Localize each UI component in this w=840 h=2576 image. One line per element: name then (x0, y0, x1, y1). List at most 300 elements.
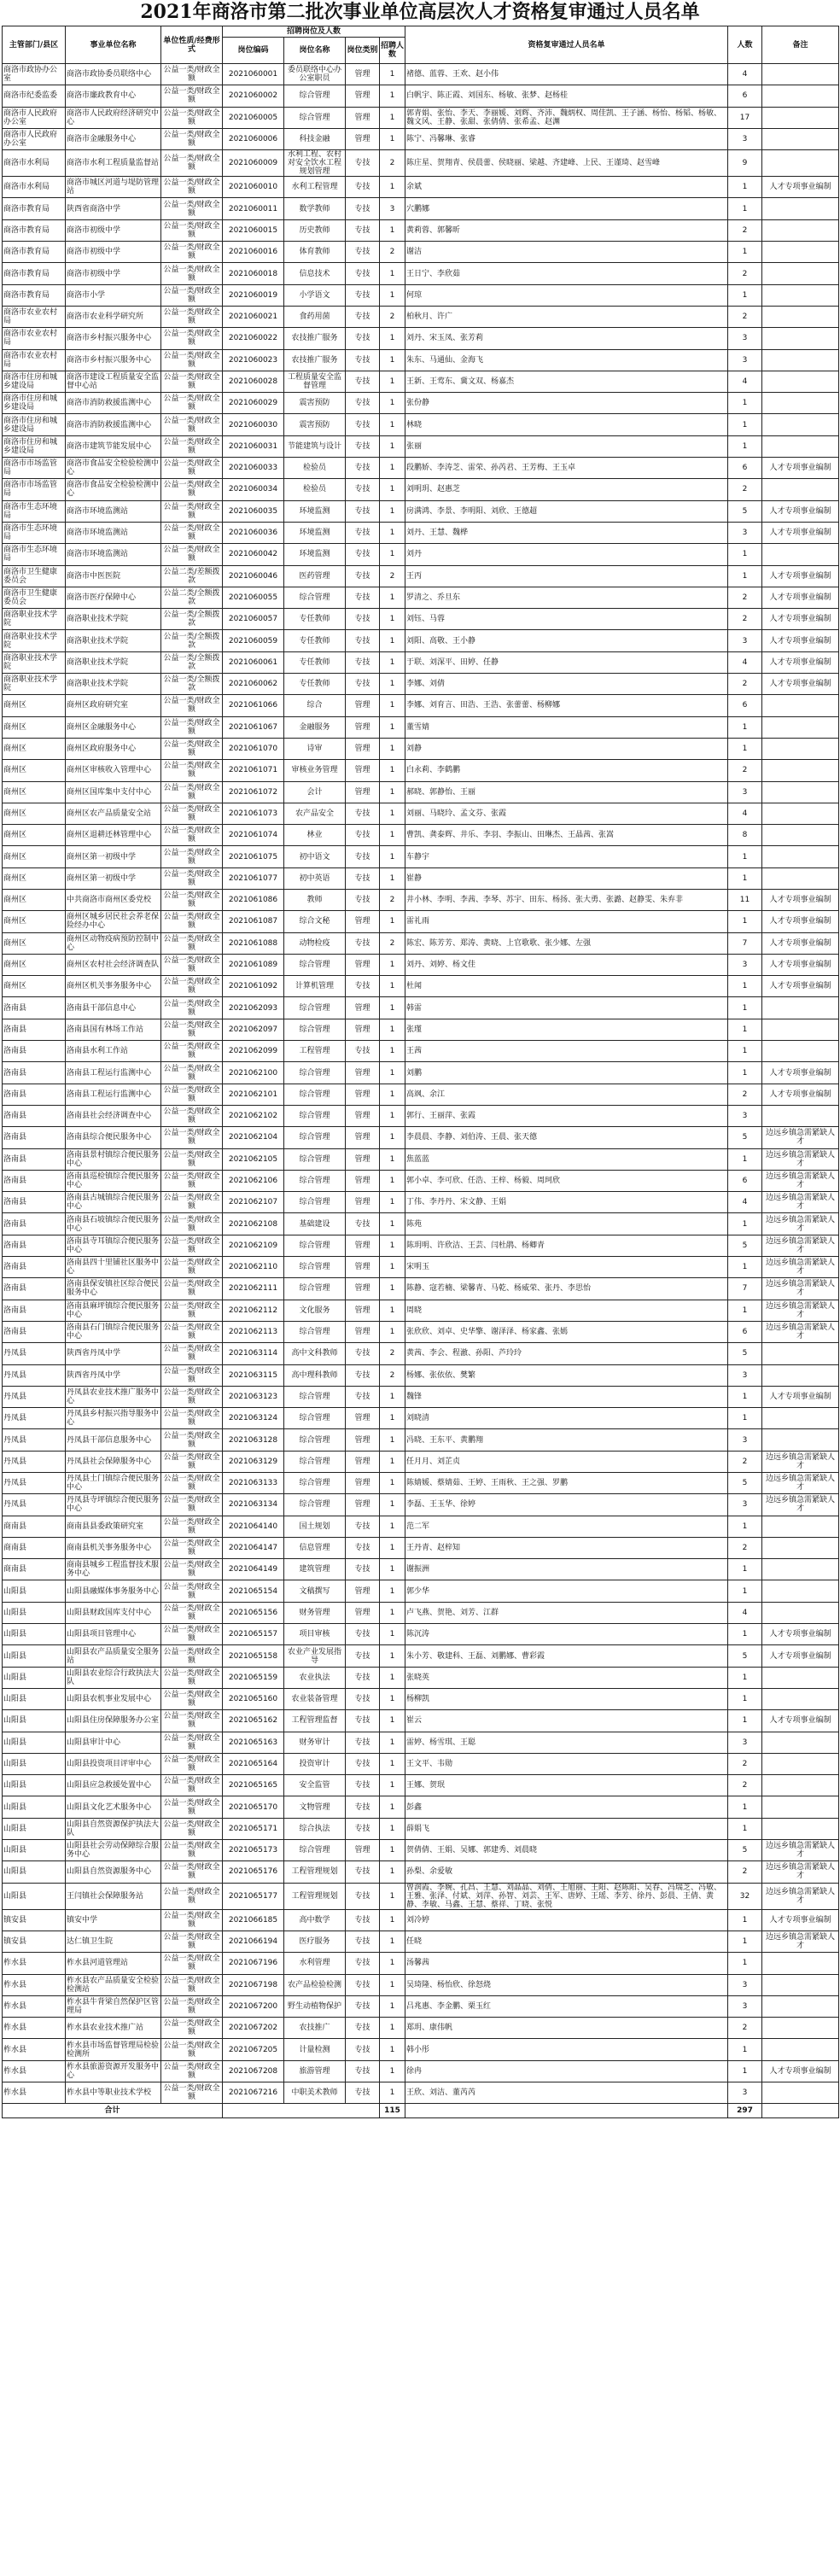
code-cell: 2021060015 (223, 219, 284, 241)
code-cell: 2021060031 (223, 435, 284, 457)
table-row (3, 435, 839, 457)
nature-cell: 公益一类/财政全额 (161, 1386, 223, 1407)
dept-cell: 山阳县 (3, 1624, 66, 1645)
category-cell: 管理 (346, 1300, 380, 1321)
dept-cell: 丹凤县 (3, 1473, 66, 1494)
unit-cell: 商洛市农业科学研究所 (66, 306, 161, 327)
count-cell: 4 (728, 1192, 762, 1213)
unit-cell: 商州区政府服务中心 (66, 738, 161, 759)
unit-cell: 山阳县自然资源保护执法大队 (66, 1818, 161, 1839)
count-cell: 1 (728, 1688, 762, 1709)
dept-cell: 柞水县 (3, 2018, 66, 2039)
unit-cell: 商南县县委政策研究室 (66, 1516, 161, 1537)
unit-cell: 洛南县石门镇综合便民服务中心 (66, 1321, 161, 1342)
quota-cell: 1 (380, 1127, 405, 1148)
names-cell: 李晨晨、李静、刘伯涛、王晨、张天德 (405, 1127, 728, 1148)
remark-cell: 边远乡镇急需紧缺人才 (762, 1127, 839, 1148)
post-cell: 综合管理 (284, 1494, 346, 1516)
post-cell: 安全监管 (284, 1775, 346, 1796)
count-cell: 6 (728, 695, 762, 716)
table-row (3, 1494, 839, 1516)
unit-cell: 商洛职业技术学院 (66, 651, 161, 673)
code-cell: 2021062112 (223, 1300, 284, 1321)
post-cell: 综合管理 (284, 1840, 346, 1861)
remark-cell (762, 1343, 839, 1364)
code-cell: 2021060030 (223, 414, 284, 435)
remark-cell (762, 284, 839, 306)
dept-cell: 柞水县 (3, 2082, 66, 2104)
remark-cell (762, 64, 839, 85)
post-cell: 农技推广服务 (284, 349, 346, 371)
post-cell: 综合管理 (284, 1408, 346, 1429)
table-row (3, 587, 839, 608)
category-cell: 管理 (346, 781, 380, 803)
table-row (3, 306, 839, 327)
dept-cell: 镇安县 (3, 1931, 66, 1952)
quota-cell: 1 (380, 1645, 405, 1667)
count-cell: 6 (728, 458, 762, 479)
code-cell: 2021064147 (223, 1537, 284, 1558)
post-cell: 检验员 (284, 458, 346, 479)
post-cell: 林业 (284, 825, 346, 846)
dept-cell: 山阳县 (3, 1732, 66, 1753)
col-header-nature: 单位性质/经费形式 (161, 26, 223, 64)
count-cell: 17 (728, 107, 762, 128)
nature-cell: 公益一类/财政全额 (161, 64, 223, 85)
names-cell: 车静宇 (405, 846, 728, 867)
dept-cell: 商洛市水利局 (3, 177, 66, 198)
quota-cell: 2 (380, 150, 405, 177)
table-row (3, 867, 839, 889)
count-cell: 1 (728, 1408, 762, 1429)
remark-cell (762, 1995, 839, 2017)
nature-cell: 公益一类/财政全额 (161, 846, 223, 867)
count-cell: 8 (728, 825, 762, 846)
table-row (3, 1321, 839, 1342)
dept-cell: 商洛市市场监管局 (3, 479, 66, 500)
table-row (3, 997, 839, 1019)
unit-cell: 山阳县项目管理中心 (66, 1624, 161, 1645)
names-cell: 段鹏娇、李涛芝、雷荣、孙芮君、王芳梅、王玉卓 (405, 458, 728, 479)
names-cell: 张瑾 (405, 1019, 728, 1040)
count-cell: 3 (728, 1364, 762, 1386)
quota-cell: 1 (380, 1559, 405, 1580)
category-cell: 专技 (346, 867, 380, 889)
count-cell: 5 (728, 1473, 762, 1494)
count-cell: 1 (728, 1953, 762, 1974)
remark-cell: 边远乡镇急需紧缺人才 (762, 1192, 839, 1213)
quota-cell: 1 (380, 1840, 405, 1861)
names-cell: 刘鹏 (405, 1062, 728, 1084)
code-cell: 2021061086 (223, 889, 284, 910)
unit-cell: 商洛市消防救援监测中心 (66, 414, 161, 435)
dept-cell: 商州区 (3, 695, 66, 716)
remark-cell: 人才专项事业编制 (762, 458, 839, 479)
category-cell: 专技 (346, 1516, 380, 1537)
category-cell: 专技 (346, 198, 380, 219)
post-cell: 综合管理 (284, 85, 346, 107)
names-cell: 汤馨茜 (405, 1953, 728, 1974)
table-row (3, 349, 839, 371)
quota-cell: 1 (380, 64, 405, 85)
nature-cell: 公益一类/财政全额 (161, 177, 223, 198)
unit-cell: 山阳县社会劳动保障综合服务中心 (66, 1840, 161, 1861)
category-cell: 专技 (346, 1559, 380, 1580)
code-cell: 2021060002 (223, 85, 284, 107)
nature-cell: 公益一类/财政全额 (161, 1580, 223, 1602)
category-cell: 专技 (346, 242, 380, 263)
dept-cell: 商州区 (3, 803, 66, 824)
remark-cell (762, 150, 839, 177)
remark-cell (762, 2039, 839, 2060)
remark-cell: 人才专项事业编制 (762, 1062, 839, 1084)
quota-cell: 1 (380, 1516, 405, 1537)
remark-cell (762, 738, 839, 759)
count-cell: 3 (728, 781, 762, 803)
category-cell: 专技 (346, 1732, 380, 1753)
post-cell: 文稿撰写 (284, 1580, 346, 1602)
table-row (3, 1537, 839, 1558)
code-cell: 2021063129 (223, 1451, 284, 1472)
quota-cell: 1 (380, 435, 405, 457)
quota-cell: 1 (380, 1386, 405, 1407)
dept-cell: 洛南县 (3, 1127, 66, 1148)
remark-cell (762, 371, 839, 392)
code-cell: 2021060061 (223, 651, 284, 673)
nature-cell: 公益一类/财政全额 (161, 825, 223, 846)
post-cell: 初中英语 (284, 867, 346, 889)
post-cell: 数学教师 (284, 198, 346, 219)
unit-cell: 柞水县农产品质量安全检验检测站 (66, 1974, 161, 1995)
post-cell: 综合管理 (284, 1235, 346, 1256)
unit-cell: 陕西省商洛中学 (66, 198, 161, 219)
unit-cell: 洛南县石坡镇综合便民服务中心 (66, 1213, 161, 1235)
count-cell: 1 (728, 544, 762, 565)
remark-cell: 人才专项事业编制 (762, 1710, 839, 1732)
post-cell: 水利管理 (284, 1953, 346, 1974)
names-cell: 朱小芳、敬建科、王磊、刘鹏娜、曹彩霞 (405, 1645, 728, 1667)
dept-cell: 洛南县 (3, 1170, 66, 1191)
category-cell: 管理 (346, 954, 380, 975)
unit-cell: 柞水县中等职业技术学校 (66, 2082, 161, 2104)
count-cell: 3 (728, 328, 762, 349)
category-cell: 管理 (346, 1278, 380, 1300)
quota-cell: 1 (380, 1883, 405, 1909)
category-cell: 专技 (346, 328, 380, 349)
remark-cell: 边远乡镇急需紧缺人才 (762, 1257, 839, 1278)
unit-cell: 山阳县自然资源服务中心 (66, 1861, 161, 1883)
category-cell: 专技 (346, 1688, 380, 1709)
table-row (3, 479, 839, 500)
names-cell: 于联、刘深平、田婷、任静 (405, 651, 728, 673)
remark-cell (762, 1753, 839, 1774)
table-row (3, 1602, 839, 1623)
post-cell: 野生动植物保护 (284, 1995, 346, 2017)
dept-cell: 柞水县 (3, 1995, 66, 2017)
remark-cell: 人才专项事业编制 (762, 2060, 839, 2082)
count-cell: 1 (728, 565, 762, 587)
table-row (3, 1192, 839, 1213)
col-header-quota: 招聘人数 (380, 38, 405, 64)
table-row (3, 1473, 839, 1494)
category-cell: 专技 (346, 2082, 380, 2104)
unit-cell: 商州区第一初级中学 (66, 846, 161, 867)
names-cell: 谢振洲 (405, 1559, 728, 1580)
names-cell: 白帆宇、陈正霞、刘国东、杨敏、张梦、赵杨桂 (405, 85, 728, 107)
category-cell: 管理 (346, 1580, 380, 1602)
nature-cell: 公益一类/财政全额 (161, 198, 223, 219)
dept-cell: 山阳县 (3, 1580, 66, 1602)
category-cell: 专技 (346, 414, 380, 435)
remark-cell: 边远乡镇急需紧缺人才 (762, 1300, 839, 1321)
table-row (3, 651, 839, 673)
names-cell: 刘丹 (405, 544, 728, 565)
nature-cell: 公益一类/财政全额 (161, 479, 223, 500)
unit-cell: 商州区退耕还林管理中心 (66, 825, 161, 846)
table-row (3, 1213, 839, 1235)
dept-cell: 洛南县 (3, 1213, 66, 1235)
names-cell: 刘明玥、赵惠芝 (405, 479, 728, 500)
category-cell: 专技 (346, 1645, 380, 1667)
count-cell: 2 (728, 1753, 762, 1774)
remark-cell: 边远乡镇急需紧缺人才 (762, 1883, 839, 1909)
nature-cell: 公益一类/财政全额 (161, 760, 223, 781)
dept-cell: 商州区 (3, 889, 66, 910)
names-cell: 吕兆惠、李金鹏、栗玉红 (405, 1995, 728, 2017)
dept-cell: 商洛市纪委监委 (3, 85, 66, 107)
dept-cell: 山阳县 (3, 1883, 66, 1909)
quota-cell: 1 (380, 1580, 405, 1602)
dept-cell: 山阳县 (3, 1840, 66, 1861)
remark-cell: 边远乡镇急需紧缺人才 (762, 1473, 839, 1494)
unit-cell: 洛南县寺耳镇综合便民服务中心 (66, 1235, 161, 1256)
category-cell: 专技 (346, 1041, 380, 1062)
nature-cell: 公益一类/财政全额 (161, 738, 223, 759)
category-cell: 专技 (346, 522, 380, 543)
unit-cell: 达仁镇卫生院 (66, 1931, 161, 1952)
count-cell: 5 (728, 500, 762, 522)
quota-cell: 1 (380, 1775, 405, 1796)
count-cell: 1 (728, 177, 762, 198)
count-cell: 2 (728, 2018, 762, 2039)
nature-cell: 公益一类/全额拨款 (161, 674, 223, 695)
code-cell: 2021065177 (223, 1883, 284, 1909)
code-cell: 2021062105 (223, 1148, 284, 1170)
table-row (3, 1883, 839, 1909)
dept-cell: 商洛市教育局 (3, 242, 66, 263)
code-cell: 2021065158 (223, 1645, 284, 1667)
category-cell: 专技 (346, 846, 380, 867)
nature-cell: 公益一类/财政全额 (161, 1494, 223, 1516)
post-cell: 环境监测 (284, 544, 346, 565)
post-cell: 综合管理 (284, 1321, 346, 1342)
table-row (3, 458, 839, 479)
category-cell: 专技 (346, 803, 380, 824)
category-cell: 专技 (346, 565, 380, 587)
code-cell: 2021065159 (223, 1667, 284, 1688)
remark-cell: 人才专项事业编制 (762, 565, 839, 587)
col-header-unit: 事业单位名称 (66, 26, 161, 64)
quota-cell: 1 (380, 738, 405, 759)
code-cell: 2021060062 (223, 674, 284, 695)
unit-cell: 陕西省丹凤中学 (66, 1343, 161, 1364)
nature-cell: 公益一类/财政全额 (161, 2082, 223, 2104)
code-cell: 2021060018 (223, 263, 284, 284)
quota-cell: 1 (380, 674, 405, 695)
table-row (3, 1667, 839, 1688)
table-row (3, 1148, 839, 1170)
remark-cell: 人才专项事业编制 (762, 587, 839, 608)
remark-cell (762, 393, 839, 414)
table-row (3, 177, 839, 198)
nature-cell: 公益一类/财政全额 (161, 1909, 223, 1931)
remark-cell (762, 263, 839, 284)
unit-cell: 商州区城乡居民社会养老保险经办中心 (66, 911, 161, 932)
quota-cell: 1 (380, 1192, 405, 1213)
table-row (3, 1062, 839, 1084)
dept-cell: 商州区 (3, 932, 66, 954)
code-cell: 2021062110 (223, 1257, 284, 1278)
nature-cell: 公益一类/财政全额 (161, 1408, 223, 1429)
names-cell: 刘钰、马蓉 (405, 609, 728, 630)
code-cell: 2021067208 (223, 2060, 284, 2082)
quota-cell: 1 (380, 500, 405, 522)
names-cell: 王丹青、赵梓知 (405, 1537, 728, 1558)
count-cell: 5 (728, 1127, 762, 1148)
names-cell: 郭青娟、张怡、李天、李丽媛、刘辉、齐沛、魏炳权、周佳凯、王子涵、杨怡、杨韬、杨敏、魏文风、王静、张甜、张倩倩、张希孟、赵渊 (405, 107, 728, 128)
post-cell: 综合管理 (284, 1019, 346, 1040)
code-cell: 2021061092 (223, 976, 284, 997)
dept-cell: 山阳县 (3, 1688, 66, 1709)
category-cell: 管理 (346, 1170, 380, 1191)
nature-cell: 公益一类/财政全额 (161, 1516, 223, 1537)
names-cell: 陈婧媛、蔡婧茹、王婷、王雨秋、王之强、罗鹏 (405, 1473, 728, 1494)
category-cell: 管理 (346, 1257, 380, 1278)
dept-cell: 商州区 (3, 976, 66, 997)
unit-cell: 商洛市乡村振兴服务中心 (66, 328, 161, 349)
nature-cell: 公益一类/财政全额 (161, 1105, 223, 1126)
quota-cell: 1 (380, 825, 405, 846)
remark-cell: 人才专项事业编制 (762, 609, 839, 630)
dept-cell: 山阳县 (3, 1753, 66, 1774)
quota-cell: 2 (380, 889, 405, 910)
names-cell: 卢飞燕、贺艳、刘芳、江群 (405, 1602, 728, 1623)
code-cell: 2021062101 (223, 1084, 284, 1105)
count-cell: 1 (728, 2060, 762, 2082)
nature-cell: 公益一类/财政全额 (161, 2060, 223, 2082)
unit-cell: 商州区金融服务中心 (66, 716, 161, 738)
dept-cell: 柞水县 (3, 2060, 66, 2082)
table-row (3, 1909, 839, 1931)
count-cell: 1 (728, 1580, 762, 1602)
dept-cell: 山阳县 (3, 1602, 66, 1623)
dept-cell: 商洛市人民政府办公室 (3, 128, 66, 149)
remark-cell (762, 1537, 839, 1558)
count-cell: 1 (728, 242, 762, 263)
names-cell: 黄茜、李会、程澈、孙阳、芦玲玲 (405, 1343, 728, 1364)
quota-cell: 1 (380, 1494, 405, 1516)
remark-cell (762, 107, 839, 128)
remark-cell (762, 1688, 839, 1709)
dept-cell: 丹凤县 (3, 1451, 66, 1472)
remark-cell (762, 1041, 839, 1062)
remark-cell: 人才专项事业编制 (762, 1624, 839, 1645)
table-row (3, 1953, 839, 1974)
code-cell: 2021062113 (223, 1321, 284, 1342)
category-cell: 专技 (346, 177, 380, 198)
category-cell: 专技 (346, 219, 380, 241)
count-cell: 5 (728, 1343, 762, 1364)
table-row (3, 107, 839, 128)
table-row (3, 1559, 839, 1580)
nature-cell: 公益一类/财政全额 (161, 1537, 223, 1558)
names-cell: 曾润霞、李婉、孔昌、王慧、刘晶晶、刘倩、王旭丽、王阳、赵陈阳、吴春、冯瑞芝、冯敏、王雅、张泽、付斌、刘萍、孙智、刘芸、王军、唐婷、王瑶、李芳、徐丹、彭晨、王倩、黄静、李敏、马鑫、王慧、蔡祥、丁晓、张悦 (405, 1883, 728, 1909)
table-row (3, 1127, 839, 1148)
table-body (3, 64, 839, 2104)
count-cell: 1 (728, 1386, 762, 1407)
count-cell: 3 (728, 1429, 762, 1451)
code-cell: 2021067216 (223, 2082, 284, 2104)
quota-cell: 1 (380, 177, 405, 198)
category-cell: 专技 (346, 1386, 380, 1407)
count-cell: 1 (728, 1796, 762, 1818)
code-cell: 2021065170 (223, 1796, 284, 1818)
quota-cell: 1 (380, 587, 405, 608)
dept-cell: 商洛市卫生健康委员会 (3, 587, 66, 608)
nature-cell: 公益一类/财政全额 (161, 242, 223, 263)
quota-cell: 1 (380, 1818, 405, 1839)
code-cell: 2021061075 (223, 846, 284, 867)
dept-cell: 商南县 (3, 1559, 66, 1580)
code-cell: 2021060019 (223, 284, 284, 306)
dept-cell: 商洛市住房和城乡建设局 (3, 435, 66, 457)
code-cell: 2021061066 (223, 695, 284, 716)
unit-cell: 商洛市建设工程质量安全监督中心站 (66, 371, 161, 392)
category-cell: 管理 (346, 1494, 380, 1516)
quota-cell: 1 (380, 371, 405, 392)
code-cell: 2021065160 (223, 1688, 284, 1709)
quota-cell: 1 (380, 1278, 405, 1300)
nature-cell: 公益一类/财政全额 (161, 500, 223, 522)
table-row (3, 1732, 839, 1753)
code-cell: 2021067200 (223, 1995, 284, 2017)
remark-cell (762, 1364, 839, 1386)
nature-cell: 公益一类/财政全额 (161, 1953, 223, 1974)
unit-cell: 丹凤县乡村振兴指导服务中心 (66, 1408, 161, 1429)
remark-cell (762, 1019, 839, 1040)
quota-cell: 2 (380, 1364, 405, 1386)
post-cell: 医疗服务 (284, 1931, 346, 1952)
names-cell: 杨娜、张依依、樊繁 (405, 1364, 728, 1386)
remark-cell: 边远乡镇急需紧缺人才 (762, 1321, 839, 1342)
names-cell: 房满鸿、李景、李明阳、刘欣、王德超 (405, 500, 728, 522)
category-cell: 管理 (346, 64, 380, 85)
table-row (3, 889, 839, 910)
nature-cell: 公益一类/财政全额 (161, 1148, 223, 1170)
remark-cell (762, 1105, 839, 1126)
quota-cell: 1 (380, 846, 405, 867)
code-cell: 2021065176 (223, 1861, 284, 1883)
quota-cell: 1 (380, 2060, 405, 2082)
quota-cell: 1 (380, 1235, 405, 1256)
code-cell: 2021061073 (223, 803, 284, 824)
unit-cell: 王闫镇社会保障服务站 (66, 1883, 161, 1909)
count-cell: 3 (728, 1732, 762, 1753)
dept-cell: 商州区 (3, 954, 66, 975)
category-cell: 专技 (346, 2018, 380, 2039)
quota-cell: 3 (380, 198, 405, 219)
col-header-remark: 备注 (762, 26, 839, 64)
